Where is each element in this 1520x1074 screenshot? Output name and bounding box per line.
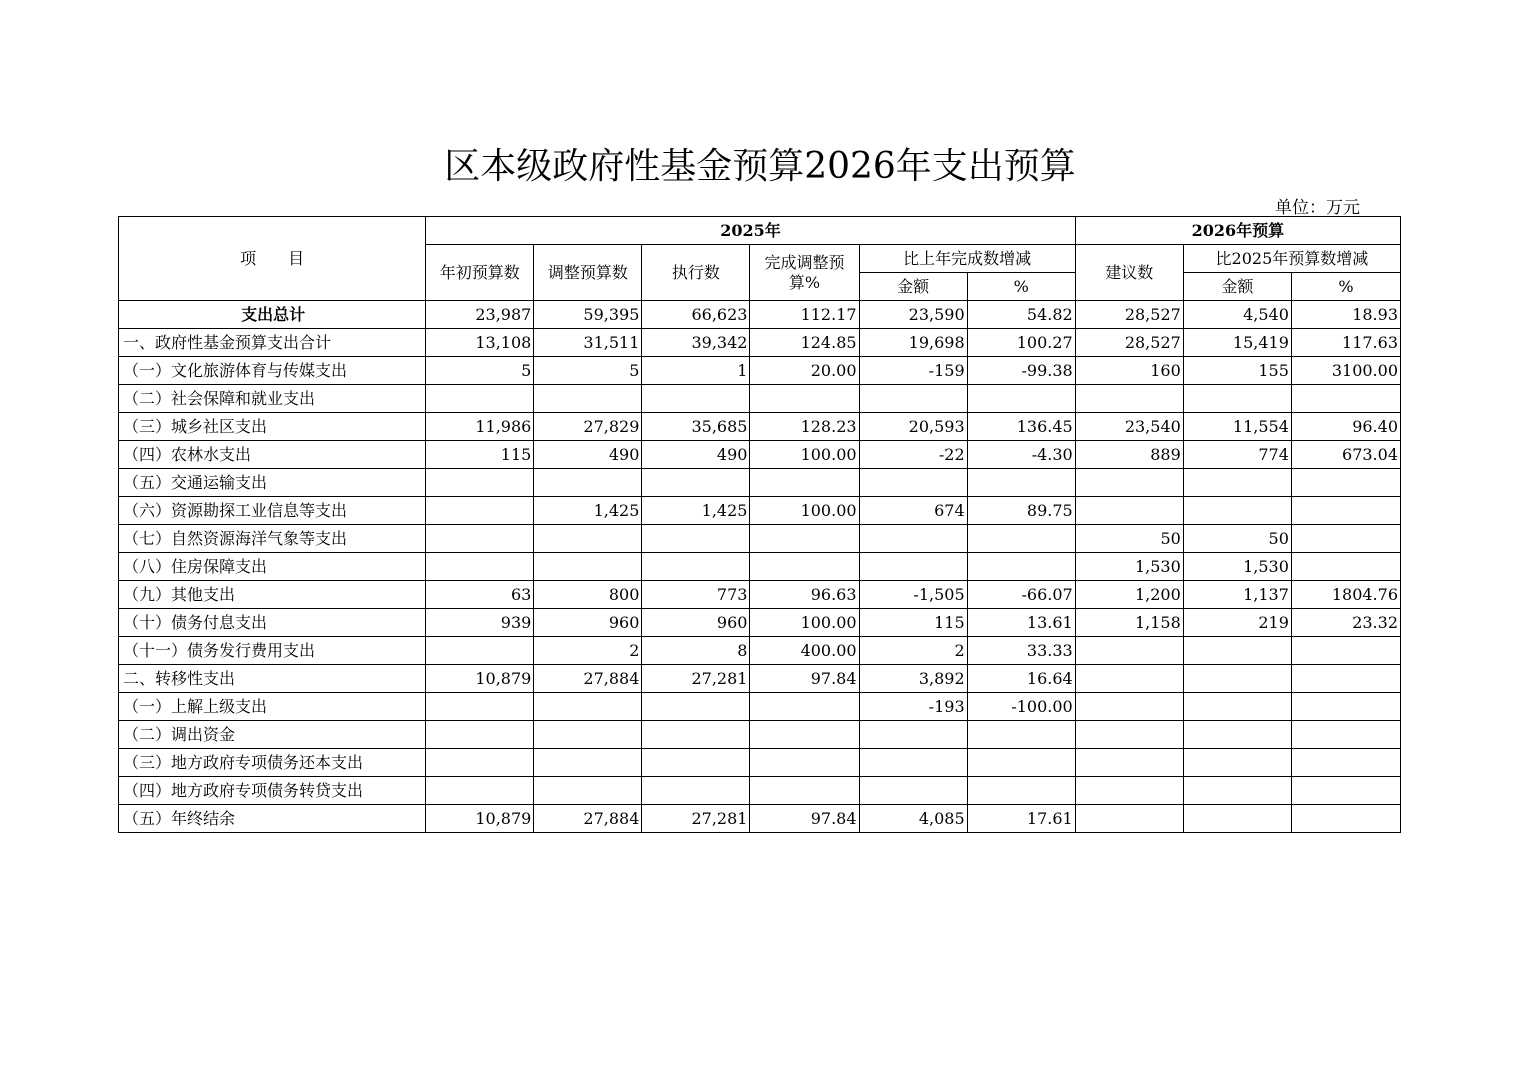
cell-c6: -99.38: [967, 357, 1075, 385]
header-completion-pct-line1: 完成调整预: [764, 252, 845, 272]
header-pct: %: [967, 273, 1075, 301]
header-completion-pct-line2: 算%: [788, 272, 821, 292]
cell-c8: 11,554: [1183, 413, 1291, 441]
cell-c2: 960: [534, 609, 642, 637]
cell-c7: [1075, 497, 1183, 525]
header-executed: 执行数: [642, 245, 750, 301]
table-row: [119, 301, 1401, 329]
cell-c8: [1183, 721, 1291, 749]
cell-c7: [1075, 721, 1183, 749]
table-row: [119, 357, 1401, 385]
cell-c4: [750, 749, 859, 777]
cell-c9: [1291, 721, 1400, 749]
cell-c1: 115: [426, 441, 534, 469]
cell-c3: 8: [642, 637, 750, 665]
cell-c1: [426, 777, 534, 805]
cell-c7: 1,158: [1075, 609, 1183, 637]
cell-c9: 117.63: [1291, 329, 1400, 357]
cell-c4: 97.84: [750, 665, 859, 693]
budget-table: [118, 216, 1401, 833]
cell-c2: [534, 553, 642, 581]
cell-c4: 124.85: [750, 329, 859, 357]
cell-c1: 63: [426, 581, 534, 609]
header-item: 项 目: [119, 217, 426, 301]
table-row: [119, 637, 1401, 665]
cell-c5: 3,892: [859, 665, 967, 693]
cell-c7: [1075, 693, 1183, 721]
cell-c9: 18.93: [1291, 301, 1400, 329]
header-amount-2026: 金额: [1183, 273, 1291, 301]
cell-c8: 774: [1183, 441, 1291, 469]
cell-c4: 96.63: [750, 581, 859, 609]
cell-c5: [859, 553, 967, 581]
row-label: 支出总计: [119, 301, 426, 329]
cell-c7: [1075, 469, 1183, 497]
cell-c6: 17.61: [967, 805, 1075, 833]
row-label: （八）住房保障支出: [119, 553, 426, 581]
cell-c2: [534, 385, 642, 413]
table-row: [119, 609, 1401, 637]
cell-c1: [426, 749, 534, 777]
cell-c3: 1,425: [642, 497, 750, 525]
row-label: （四）地方政府专项债务转贷支出: [119, 777, 426, 805]
cell-c6: [967, 385, 1075, 413]
cell-c1: [426, 637, 534, 665]
cell-c7: [1075, 805, 1183, 833]
cell-c6: 13.61: [967, 609, 1075, 637]
cell-c5: [859, 721, 967, 749]
table-row: [119, 385, 1401, 413]
cell-c2: 490: [534, 441, 642, 469]
cell-c5: [859, 749, 967, 777]
cell-c6: 16.64: [967, 665, 1075, 693]
cell-c1: 939: [426, 609, 534, 637]
cell-c2: 2: [534, 637, 642, 665]
cell-c6: -4.30: [967, 441, 1075, 469]
row-label: （四）农林水支出: [119, 441, 426, 469]
cell-c9: [1291, 637, 1400, 665]
table-row: [119, 441, 1401, 469]
cell-c2: 800: [534, 581, 642, 609]
cell-c5: 2: [859, 637, 967, 665]
cell-c9: [1291, 777, 1400, 805]
cell-c7: 28,527: [1075, 301, 1183, 329]
cell-c4: [750, 385, 859, 413]
table-row: [119, 777, 1401, 805]
cell-c3: 27,281: [642, 805, 750, 833]
table-row: [119, 665, 1401, 693]
cell-c7: 1,530: [1075, 553, 1183, 581]
header-completion-pct: [750, 245, 859, 301]
cell-c9: 1804.76: [1291, 581, 1400, 609]
row-label: （一）上解上级支出: [119, 693, 426, 721]
cell-c9: [1291, 553, 1400, 581]
header-yoy-change: 比上年完成数增减: [859, 245, 1075, 273]
cell-c9: [1291, 693, 1400, 721]
cell-c3: [642, 553, 750, 581]
cell-c6: 54.82: [967, 301, 1075, 329]
cell-c4: 20.00: [750, 357, 859, 385]
cell-c1: 10,879: [426, 665, 534, 693]
cell-c2: [534, 777, 642, 805]
header-pct-2026: %: [1291, 273, 1400, 301]
cell-c3: [642, 469, 750, 497]
cell-c6: [967, 749, 1075, 777]
cell-c1: 23,987: [426, 301, 534, 329]
cell-c7: 23,540: [1075, 413, 1183, 441]
cell-c4: 100.00: [750, 609, 859, 637]
cell-c8: 155: [1183, 357, 1291, 385]
row-label: 二、转移性支出: [119, 665, 426, 693]
header-proposed: 建议数: [1075, 245, 1183, 301]
table-row: [119, 413, 1401, 441]
cell-c1: 13,108: [426, 329, 534, 357]
cell-c8: 1,530: [1183, 553, 1291, 581]
table-row: [119, 581, 1401, 609]
cell-c9: [1291, 749, 1400, 777]
cell-c1: [426, 553, 534, 581]
cell-c4: [750, 469, 859, 497]
cell-c5: 20,593: [859, 413, 967, 441]
header-amount: 金额: [859, 273, 967, 301]
unit-label: 单位：万元: [1275, 198, 1360, 218]
cell-c3: [642, 777, 750, 805]
cell-c9: 96.40: [1291, 413, 1400, 441]
row-label: （二）社会保障和就业支出: [119, 385, 426, 413]
cell-c5: [859, 469, 967, 497]
cell-c5: [859, 777, 967, 805]
cell-c6: -100.00: [967, 693, 1075, 721]
cell-c3: [642, 693, 750, 721]
table-row: [119, 553, 1401, 581]
row-label: （十一）债务发行费用支出: [119, 637, 426, 665]
cell-c3: [642, 525, 750, 553]
table-row: [119, 721, 1401, 749]
cell-c9: [1291, 665, 1400, 693]
cell-c4: 128.23: [750, 413, 859, 441]
cell-c5: -159: [859, 357, 967, 385]
cell-c1: 5: [426, 357, 534, 385]
cell-c3: 960: [642, 609, 750, 637]
cell-c4: [750, 525, 859, 553]
cell-c8: 50: [1183, 525, 1291, 553]
header-adjusted-budget: 调整预算数: [534, 245, 642, 301]
cell-c7: 160: [1075, 357, 1183, 385]
cell-c2: [534, 469, 642, 497]
cell-c2: [534, 749, 642, 777]
cell-c3: 490: [642, 441, 750, 469]
cell-c2: 27,884: [534, 665, 642, 693]
cell-c4: 100.00: [750, 441, 859, 469]
cell-c1: 11,986: [426, 413, 534, 441]
cell-c5: -1,505: [859, 581, 967, 609]
cell-c2: 27,829: [534, 413, 642, 441]
cell-c4: 112.17: [750, 301, 859, 329]
cell-c8: [1183, 749, 1291, 777]
cell-c3: 39,342: [642, 329, 750, 357]
cell-c1: 10,879: [426, 805, 534, 833]
cell-c4: [750, 693, 859, 721]
row-label: 一、政府性基金预算支出合计: [119, 329, 426, 357]
header-initial-budget: 年初预算数: [426, 245, 534, 301]
cell-c7: 889: [1075, 441, 1183, 469]
cell-c9: 3100.00: [1291, 357, 1400, 385]
cell-c8: [1183, 385, 1291, 413]
cell-c5: -22: [859, 441, 967, 469]
cell-c7: 50: [1075, 525, 1183, 553]
cell-c5: 115: [859, 609, 967, 637]
cell-c5: 19,698: [859, 329, 967, 357]
cell-c5: 23,590: [859, 301, 967, 329]
cell-c9: [1291, 385, 1400, 413]
cell-c6: 136.45: [967, 413, 1075, 441]
cell-c6: [967, 525, 1075, 553]
cell-c4: [750, 777, 859, 805]
cell-c9: 673.04: [1291, 441, 1400, 469]
cell-c2: 1,425: [534, 497, 642, 525]
header-year-2026: 2026年预算: [1075, 217, 1400, 245]
table-row: [119, 497, 1401, 525]
cell-c5: 674: [859, 497, 967, 525]
cell-c9: 23.32: [1291, 609, 1400, 637]
cell-c4: [750, 721, 859, 749]
cell-c3: 1: [642, 357, 750, 385]
cell-c1: [426, 525, 534, 553]
cell-c1: [426, 721, 534, 749]
table-row: [119, 469, 1401, 497]
cell-c4: 97.84: [750, 805, 859, 833]
table-row: [119, 693, 1401, 721]
cell-c2: 5: [534, 357, 642, 385]
table-row: [119, 805, 1401, 833]
cell-c6: [967, 777, 1075, 805]
cell-c6: 89.75: [967, 497, 1075, 525]
cell-c2: [534, 525, 642, 553]
cell-c8: [1183, 637, 1291, 665]
cell-c2: 59,395: [534, 301, 642, 329]
cell-c9: [1291, 525, 1400, 553]
cell-c1: [426, 385, 534, 413]
cell-c6: [967, 469, 1075, 497]
cell-c6: [967, 553, 1075, 581]
cell-c7: [1075, 665, 1183, 693]
cell-c7: 28,527: [1075, 329, 1183, 357]
cell-c8: [1183, 469, 1291, 497]
cell-c3: [642, 721, 750, 749]
cell-c4: 400.00: [750, 637, 859, 665]
cell-c9: [1291, 469, 1400, 497]
cell-c5: -193: [859, 693, 967, 721]
cell-c8: 1,137: [1183, 581, 1291, 609]
cell-c7: [1075, 637, 1183, 665]
row-label: （五）年终结余: [119, 805, 426, 833]
page-title: 区本级政府性基金预算2026年支出预算: [444, 146, 1076, 187]
row-label: （一）文化旅游体育与传媒支出: [119, 357, 426, 385]
cell-c3: 35,685: [642, 413, 750, 441]
cell-c9: [1291, 805, 1400, 833]
cell-c7: [1075, 777, 1183, 805]
row-label: （二）调出资金: [119, 721, 426, 749]
row-label: （三）城乡社区支出: [119, 413, 426, 441]
cell-c8: [1183, 805, 1291, 833]
cell-c7: 1,200: [1075, 581, 1183, 609]
cell-c7: [1075, 749, 1183, 777]
cell-c6: -66.07: [967, 581, 1075, 609]
cell-c7: [1075, 385, 1183, 413]
table-row: [119, 329, 1401, 357]
cell-c2: 27,884: [534, 805, 642, 833]
cell-c2: [534, 721, 642, 749]
cell-c4: 100.00: [750, 497, 859, 525]
header-year-2025: 2025年: [426, 217, 1075, 245]
cell-c1: [426, 693, 534, 721]
table-row: [119, 525, 1401, 553]
cell-c6: 100.27: [967, 329, 1075, 357]
cell-c5: [859, 385, 967, 413]
cell-c8: 4,540: [1183, 301, 1291, 329]
row-label: （五）交通运输支出: [119, 469, 426, 497]
table-row: [119, 749, 1401, 777]
cell-c9: [1291, 497, 1400, 525]
cell-c5: [859, 525, 967, 553]
cell-c3: [642, 385, 750, 413]
cell-c8: [1183, 693, 1291, 721]
cell-c5: 4,085: [859, 805, 967, 833]
cell-c8: [1183, 497, 1291, 525]
cell-c6: 33.33: [967, 637, 1075, 665]
cell-c1: [426, 497, 534, 525]
cell-c8: [1183, 777, 1291, 805]
row-label: （七）自然资源海洋气象等支出: [119, 525, 426, 553]
cell-c3: 27,281: [642, 665, 750, 693]
cell-c3: [642, 749, 750, 777]
header-vs-2025: 比2025年预算数增减: [1183, 245, 1400, 273]
cell-c3: 773: [642, 581, 750, 609]
cell-c8: 15,419: [1183, 329, 1291, 357]
cell-c2: [534, 693, 642, 721]
table-body: [119, 301, 1401, 833]
row-label: （九）其他支出: [119, 581, 426, 609]
row-label: （六）资源勘探工业信息等支出: [119, 497, 426, 525]
row-label: （十）债务付息支出: [119, 609, 426, 637]
cell-c3: 66,623: [642, 301, 750, 329]
cell-c8: [1183, 665, 1291, 693]
cell-c1: [426, 469, 534, 497]
cell-c6: [967, 721, 1075, 749]
cell-c8: 219: [1183, 609, 1291, 637]
cell-c4: [750, 553, 859, 581]
cell-c2: 31,511: [534, 329, 642, 357]
row-label: （三）地方政府专项债务还本支出: [119, 749, 426, 777]
